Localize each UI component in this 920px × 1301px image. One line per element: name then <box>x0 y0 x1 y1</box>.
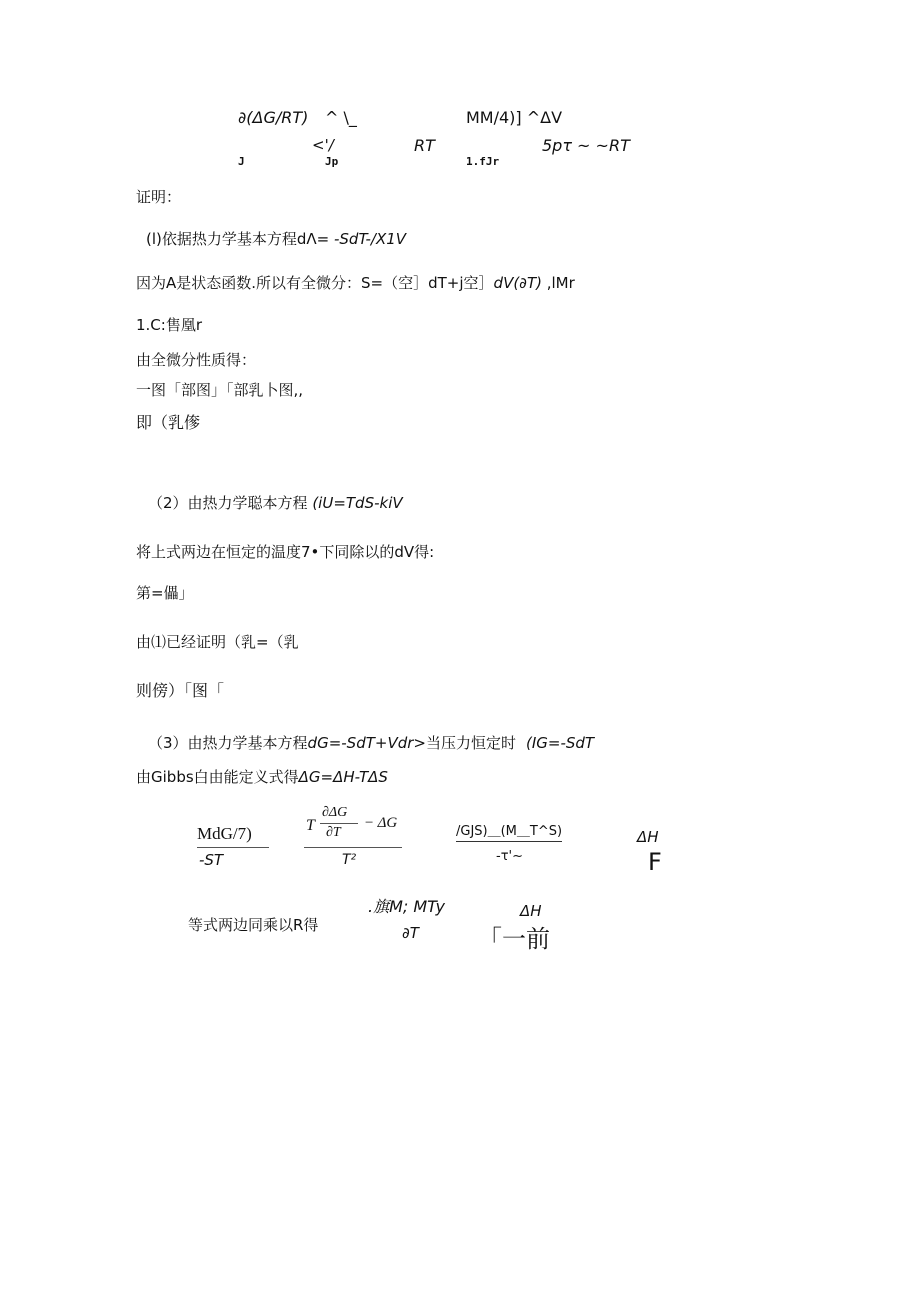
line-2-formula: dV(∂T) <box>493 274 542 292</box>
top-formula-g: J <box>238 155 245 168</box>
multiply-formula-3: ΔH <box>520 902 542 920</box>
multiply-formula-4: 「一前 <box>478 927 550 953</box>
line-12-formula: dG=-SdT+Vdr <box>307 734 414 752</box>
line-7-text: （2）由热力学聪本方程 <box>148 494 313 512</box>
line-3: 1.C:售凰r <box>136 316 203 334</box>
line-6: 即（乳偧 <box>136 415 201 432</box>
frac2-inner-den: ∂T <box>326 825 341 840</box>
frac2-T: T <box>306 817 315 834</box>
top-formula-b: ^ \_ <box>325 108 357 127</box>
line-1-text: (l)依据热力学基本方程dΛ= <box>146 230 334 248</box>
line-12 <box>148 736 594 751</box>
line-12-formula2: (IG=-SdT <box>525 734 595 752</box>
top-formula-a: ∂(ΔG/RT) <box>238 108 309 127</box>
line-9: 第=儡」 <box>136 584 194 602</box>
top-formula-i: 1.fJr <box>466 155 500 168</box>
line-11: 则傍）「图「 <box>136 683 225 700</box>
line-7 <box>148 496 403 511</box>
frac3-denominator: -τ'~ <box>496 849 523 864</box>
top-formula-e: RT <box>414 136 435 155</box>
line-1-formula: -SdT-/X1V <box>334 230 407 248</box>
multiply-formula-2: ∂T <box>402 924 419 942</box>
frac2-denominator: T² <box>342 852 357 868</box>
line-1 <box>146 232 406 247</box>
top-formula-f: 5pτ ~ ~RT <box>542 136 630 155</box>
frac2-inner-bar <box>320 823 358 824</box>
multiply-formula-1: .旗M; MTy <box>368 897 446 916</box>
frac2-inner-num: ∂ΔG <box>322 805 348 820</box>
multiply-line-text: 等式两边同乘以R得 <box>188 916 319 934</box>
line-7-formula: (iU=TdS-kiV <box>312 494 403 512</box>
line-13 <box>136 770 388 785</box>
frac3-numerator: /GJS)＿(M＿T^S) <box>456 825 562 842</box>
frac1-denominator: -ST <box>199 851 224 869</box>
line-5: 一图「部图」「部乳卜图,, <box>136 381 304 399</box>
frac2-minus: − ΔG <box>364 815 398 831</box>
line-10: 由⑴已经证明（乳=（乳 <box>136 633 299 651</box>
line-12-mid: >当压力恒定时 <box>413 734 516 752</box>
frac4-big-letter: F <box>648 848 662 876</box>
frac2-bar <box>304 847 402 848</box>
line-8: 将上式两边在恒定的温度7•下同除以的dV得: <box>136 543 435 561</box>
top-formula-h: Jp <box>325 155 339 168</box>
line-13-text: 由Gibbs白由能定义式得 <box>136 768 299 786</box>
line-2 <box>136 276 575 291</box>
line-2-text: 因为A是状态函数.所以有全微分：S=（空］dT+j空］ <box>136 274 494 292</box>
top-formula-d: <'/ <box>312 136 334 154</box>
line-13-formula: ΔG=ΔH-TΔS <box>298 768 388 786</box>
frac4-top: ΔH <box>637 828 659 846</box>
frac1-bar <box>197 847 269 848</box>
line-12-text: （3）由热力学基本方程 <box>148 734 308 752</box>
frac1-numerator: MdG/7) <box>197 824 252 843</box>
line-2-tail: ,lMr <box>541 274 575 292</box>
top-formula-c: MM/4)] ^ΔV <box>466 108 563 127</box>
proof-heading: 证明： <box>136 188 182 206</box>
line-4: 由全微分性质得： <box>136 351 257 369</box>
